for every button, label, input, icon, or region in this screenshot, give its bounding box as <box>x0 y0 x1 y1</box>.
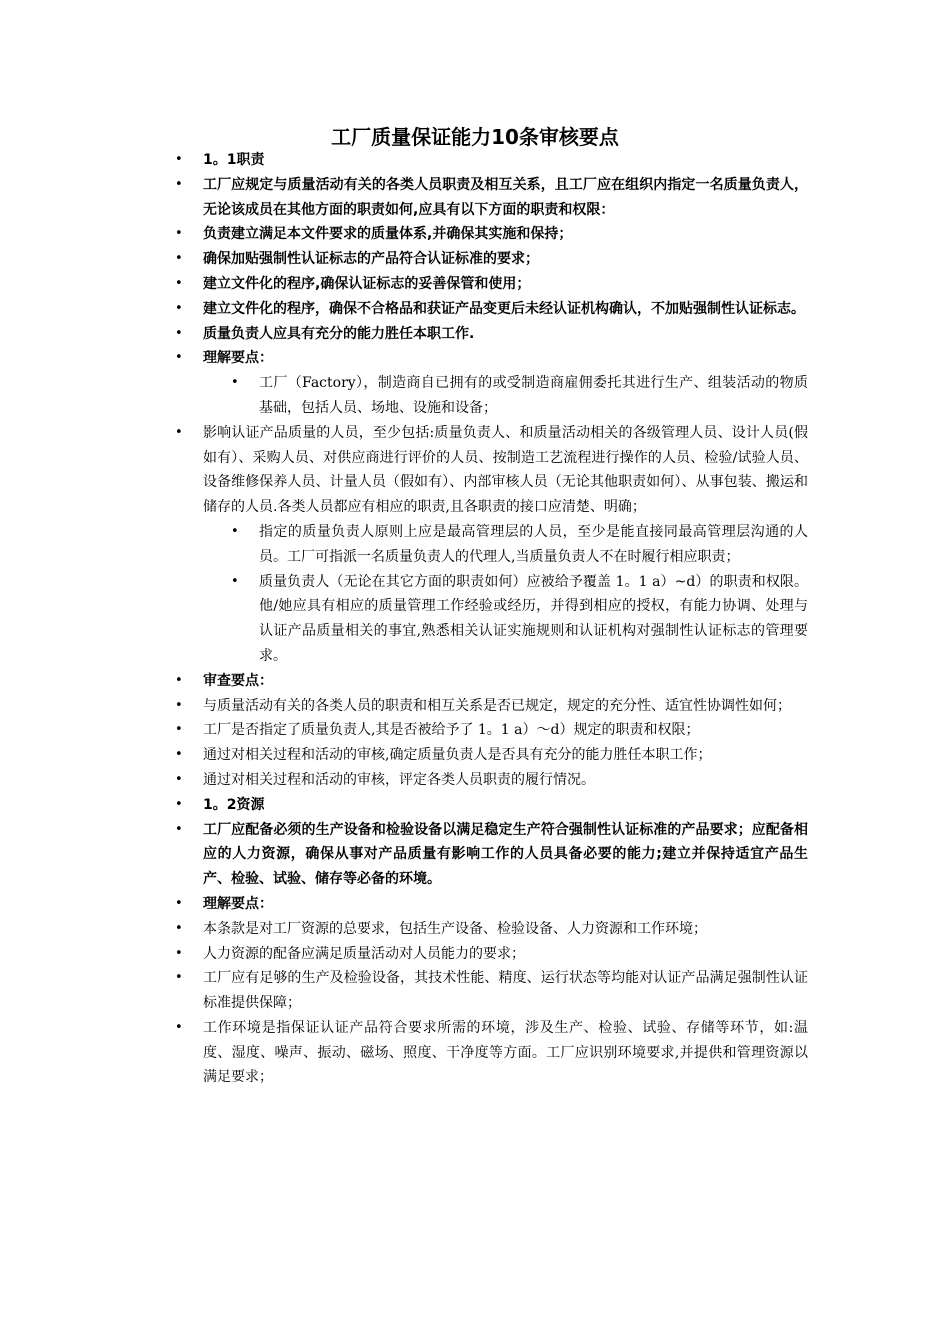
list-item-text: 通过对相关过程和活动的审核，评定各类人员职责的履行情况。 <box>203 771 595 788</box>
list-item <box>0 718 808 743</box>
bullet-list <box>0 148 950 1090</box>
list-item <box>0 768 808 793</box>
list-item <box>0 669 808 694</box>
bullet-icon: • <box>175 275 183 291</box>
list-item-text: 质量负责人应具有充分的能力胜任本职工作. <box>203 325 475 342</box>
bullet-icon: • <box>175 300 183 316</box>
list-item <box>0 694 808 719</box>
list-item <box>0 247 808 272</box>
bullet-icon: • <box>231 573 239 589</box>
bullet-icon: • <box>175 226 183 242</box>
bullet-icon: • <box>175 747 183 763</box>
list-item-text: 工厂是否指定了质量负责人,其是否被给予了 1。1 a）～d）规定的职责和权限； <box>203 722 700 739</box>
list-item <box>0 421 808 520</box>
bullet-icon: • <box>175 771 183 787</box>
list-item-text: 工厂应规定与质量活动有关的各类人员职责及相互关系，且工厂应在组织内指定一名质量负责人，无论该成员在其他方面的职责如何,应具有以下方面的职责和权限： <box>203 176 808 218</box>
list-item-text: 影响认证产品质量的人员，至少包括:质量负责人、和质量活动相关的各级管理人员、设计人员(假如有）、采购人员、对供应商进行评价的人员、按制造工艺流程进行操作的人员、检验/试验人员、设备维修保养人员、计量人员（假如有）、内部审核人员（无论其他职责如何）、从事包装、搬运和储存的人员.各类人员都应有相应的职责,且各职责的接口应清楚、明确； <box>203 424 808 516</box>
list-item <box>0 148 808 173</box>
list-item <box>0 917 808 942</box>
bullet-icon: • <box>175 970 183 986</box>
sub-list-item <box>0 371 808 421</box>
list-item-text: 审查要点： <box>203 672 273 689</box>
bullet-icon: • <box>175 945 183 961</box>
list-item <box>0 272 808 297</box>
list-item <box>0 966 808 1016</box>
list-item <box>0 173 808 223</box>
list-item-text: 质量负责人（无论在其它方面的职责如何）应被给予覆盖 1。1 a）~d）的职责和权限。他/她应具有相应的质量管理工作经验或经历，并得到相应的授权，有能力协调、处理与认证产品质量相关的事宜,熟悉相关认证实施规则和认证机构对强制性认证标志的管理要求。 <box>259 573 808 664</box>
bullet-icon: • <box>175 325 183 341</box>
list-item-text: 本条款是对工厂资源的总要求，包括生产设备、检验设备、人力资源和工作环境； <box>203 920 707 937</box>
bullet-icon: • <box>175 722 183 738</box>
list-item-text: 工厂应配备必须的生产设备和检验设备以满足稳定生产符合强制性认证标准的产品要求；应配备相应的人力资源，确保从事对产品质量有影响工作的人员具备必要的能力;建立并保持适宜产品生产、检验、试验、储存等必备的环境。 <box>203 821 808 888</box>
list-item <box>0 1016 808 1090</box>
bullet-icon: • <box>231 375 239 391</box>
bullet-icon: • <box>175 796 183 812</box>
list-item-text: 通过对相关过程和活动的审核,确定质量负责人是否具有充分的能力胜任本职工作； <box>203 747 712 764</box>
list-item <box>0 346 808 371</box>
sub-list-item <box>0 520 808 570</box>
list-item-text: 工厂应有足够的生产及检验设备，其技术性能、精度、运行状态等均能对认证产品满足强制性认证标准提供保障； <box>203 970 808 1012</box>
sub-list-item <box>0 570 808 669</box>
bullet-icon: • <box>175 176 183 192</box>
list-item <box>0 818 808 892</box>
list-item <box>0 743 808 768</box>
bullet-icon: • <box>175 152 183 167</box>
list-item-text: 1。2资源 <box>203 796 265 813</box>
list-item <box>0 322 808 347</box>
list-item <box>0 297 808 322</box>
list-item-text: 与质量活动有关的各类人员的职责和相互关系是否已规定，规定的充分性、适宜性协调性如何； <box>203 697 791 714</box>
bullet-icon: • <box>175 251 183 267</box>
list-item <box>0 222 808 247</box>
document-title: 工厂质量保证能力10条审核要点 <box>331 125 619 149</box>
list-item <box>0 892 808 917</box>
list-item-text: 人力资源的配备应满足质量活动对人员能力的要求； <box>203 945 525 962</box>
list-item-text: 理解要点： <box>203 350 273 367</box>
list-item <box>0 942 808 967</box>
list-item-text: 确保加贴强制性认证标志的产品符合认证标准的要求； <box>203 251 539 268</box>
list-item-text: 理解要点： <box>203 895 273 912</box>
bullet-icon: • <box>175 1019 183 1035</box>
bullet-icon: • <box>175 697 183 713</box>
bullet-icon: • <box>175 920 183 936</box>
list-item-text: 建立文件化的程序,确保认证标志的妥善保管和使用； <box>203 275 531 292</box>
list-item-text: 工厂（Factory），制造商自已拥有的或受制造商雇佣委托其进行生产、组装活动的物质基础，包括人员、场地、设施和设备； <box>259 375 808 416</box>
bullet-icon: • <box>175 672 183 688</box>
bullet-icon: • <box>175 895 183 911</box>
bullet-icon: • <box>175 424 183 440</box>
list-item-text: 负责建立满足本文件要求的质量体系,并确保其实施和保持； <box>203 226 573 243</box>
list-item-text: 指定的质量负责人原则上应是最高管理层的人员，至少是能直接同最高管理层沟通的人员。工厂可指派一名质量负责人的代理人,当质量负责人不在时履行相应职责； <box>259 523 808 565</box>
bullet-icon: • <box>231 523 239 539</box>
list-item-text: 建立文件化的程序，确保不合格品和获证产品变更后未经认证机构确认，不加贴强制性认证标志。 <box>203 300 805 317</box>
list-item <box>0 793 808 818</box>
list-item-text: 1。1职责 <box>203 152 265 168</box>
bullet-icon: • <box>175 821 183 837</box>
list-item-text: 工作环境是指保证认证产品符合要求所需的环境，涉及生产、检验、试验、存储等环节，如:温度、湿度、噪声、振动、磁场、照度、干净度等方面。工厂应识别环境要求,并提供和管理资源以满足要求； <box>203 1019 808 1086</box>
bullet-icon: • <box>175 350 183 366</box>
